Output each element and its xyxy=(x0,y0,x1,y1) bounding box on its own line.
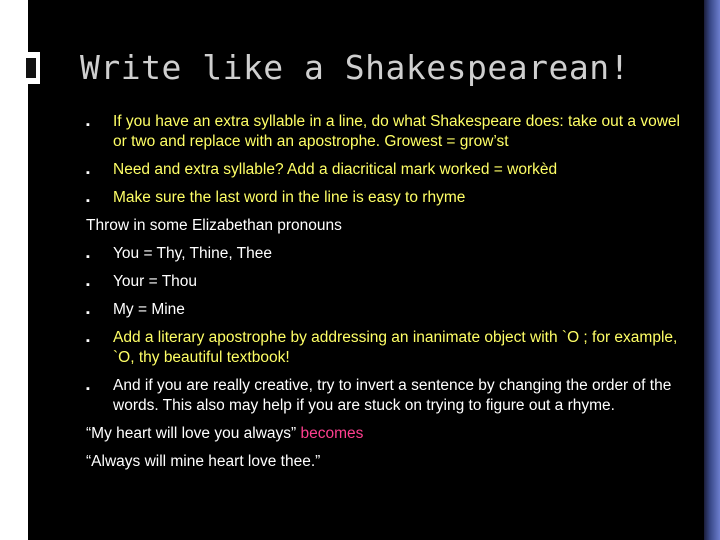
slide-title: Write like a Shakespearean! xyxy=(80,48,630,87)
bullet-marker-icon: ▪ xyxy=(86,383,90,395)
pronouns-heading: Throw in some Elizabethan pronouns xyxy=(86,217,342,234)
bullet-pronoun-your xyxy=(86,272,686,292)
example-original-line xyxy=(86,424,686,444)
bullet-invert-sentence xyxy=(86,376,686,416)
example-original: “My heart will love you always” xyxy=(86,425,297,442)
bullet-marker-icon: ▪ xyxy=(86,251,90,263)
bullet-rhyme xyxy=(86,188,686,208)
bullet-text: My = Mine xyxy=(113,301,185,318)
bullet-text: Add a literary apostrophe by addressing an inanimate object with `O ; for example, `O, thy beautiful textbook! xyxy=(113,329,678,366)
bullet-marker-icon: ▪ xyxy=(86,119,90,131)
bullet-marker-icon: ▪ xyxy=(86,279,90,291)
bullet-diacritical-mark xyxy=(86,160,686,180)
bullet-literary-apostrophe xyxy=(86,328,686,368)
bullet-extra-syllable xyxy=(86,112,686,152)
bullet-marker-icon: ▪ xyxy=(86,195,90,207)
example-connector: becomes xyxy=(296,425,364,442)
example-inverted: “Always will mine heart love thee.” xyxy=(86,453,321,470)
slide-body xyxy=(86,112,686,480)
bullet-text: If you have an extra syllable in a line, do what Shakespeare does: take out a vowel or two and replace with an apostrophe. Growest = grow’st xyxy=(113,113,680,150)
right-gradient-band xyxy=(704,0,720,540)
bullet-marker-icon: ▪ xyxy=(86,307,90,319)
bullet-text: You = Thy, Thine, Thee xyxy=(113,245,272,262)
title-accent-mark xyxy=(22,52,40,84)
bullet-text: Your = Thou xyxy=(113,273,198,290)
bullet-marker-icon: ▪ xyxy=(86,167,90,179)
bullet-pronoun-you xyxy=(86,244,686,264)
bullet-marker-icon: ▪ xyxy=(86,335,90,347)
bullet-text: And if you are really creative, try to invert a sentence by changing the order of the words. This also may help if you are stuck on trying to figure out a rhyme. xyxy=(113,377,672,414)
bullet-pronoun-my xyxy=(86,300,686,320)
bullet-text: Make sure the last word in the line is easy to rhyme xyxy=(113,189,466,206)
bullet-text: Need and extra syllable? Add a diacritical mark worked = workèd xyxy=(113,161,558,178)
